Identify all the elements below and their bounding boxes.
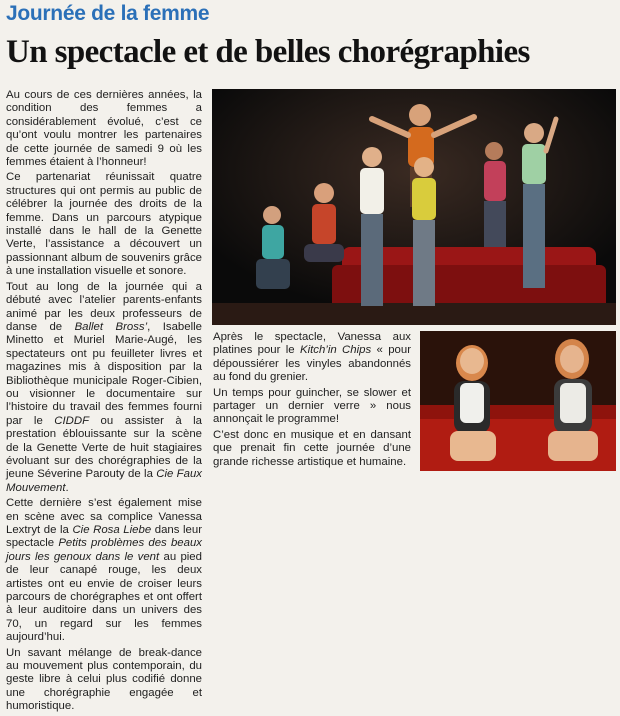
paragraph-text: CIDDF xyxy=(54,414,90,427)
paragraph-text: dans leur spectacle xyxy=(6,524,202,550)
paragraph-text: Cette dernière s’est également mise en scène avec sa complice Vanessa Lextryt de la xyxy=(6,497,202,536)
paragraph-r3 xyxy=(213,429,411,469)
paragraph-text: Au cours de ces dernières années, la condition des femmes a considérablement évolué, c’est ce qu’ont voulu montrer les partenaires de cette journée de samedi 9 où les femmes étaient à l’honneur! xyxy=(6,89,202,169)
paragraph-text: Kitch’in Chips xyxy=(299,344,372,357)
paragraph-text: Ballet Bross’ xyxy=(74,320,148,333)
paragraph-p5 xyxy=(6,647,202,714)
paragraph-text: Ce partenariat réunissait quatre structures qui ont permis au public de célébrer la journée des droits de la femme. Dans un parcours atypique installé dans le hall de la Genette Verte, l’assistance a découvert un passionnant album de souvenirs grâce à une installation visuelle et sonore. xyxy=(6,171,202,278)
paragraph-text: Cie Rosa Liebe xyxy=(72,524,152,536)
paragraph-text: Petits problèmes des beaux jours les genoux dans le vent xyxy=(6,537,202,563)
article-body-left-column xyxy=(6,89,202,716)
paragraph-text: . xyxy=(65,481,69,494)
paragraph-text: au pied de leur canapé rouge, les deux artistes ont eu envie de croiser leurs parcours de chorégraphes et ont offert à leur auditoire dans un univers des 70, un regard sur les femmes aujourd’hui. xyxy=(6,550,202,644)
two-dancers-photo xyxy=(420,331,616,471)
paragraph-p1 xyxy=(6,89,202,169)
paragraph-r2 xyxy=(213,387,411,427)
paragraph-r1 xyxy=(213,331,411,385)
article-headline: Un spectacle et de belles chorégraphies xyxy=(6,34,530,70)
paragraph-p3 xyxy=(6,281,202,496)
paragraph-text: « pour dépoussiérer les vinyles abandonnés au fond du grenier. xyxy=(213,344,411,384)
stage-dancers-illustration xyxy=(212,89,616,325)
paragraph-p4 xyxy=(6,497,202,644)
paragraph-text: Cie Faux Mouvement xyxy=(6,468,202,494)
dance-performance-photo xyxy=(212,89,616,325)
article-body-right-column xyxy=(213,331,411,471)
two-dancers-illustration xyxy=(420,331,616,471)
paragraph-p2 xyxy=(6,171,202,278)
paragraph-text: ou assister à la prestation éblouissante sur la scène de la Genette Verte de huit stagiaires évoluant sur des chorégraphies de la jeune Séverine Parouty de la xyxy=(6,414,202,481)
paragraph-text: Un temps pour guincher, se slower et partager un dernier verre » nous annonçait le programme! xyxy=(213,386,411,426)
paragraph-text: Après le spectacle, Vanessa aux platines pour le xyxy=(213,331,411,357)
paragraph-text: C’est donc en musique et en dansant que prenait fin cette journée d’une grande richesse artistique et humaine. xyxy=(213,428,411,468)
paragraph-text: Tout au long de la journée qui a débuté avec l’atelier parents-enfants animé par les deux professeurs de danse de xyxy=(6,280,202,333)
paragraph-text: Un savant mélange de break-dance au mouvement plus contemporain, du geste libre à celui plus codifié donne une chorégraphie engagée et humoristique. xyxy=(6,646,202,713)
paragraph-text: , Isabelle Minetto et Muriel Marie-Augé, les spectateurs ont pu feuilleter livres et magazines mis à disposition par la Bibliothèque municipale Roger-Cibien, ou visionner le documentaire sur l’histoire du travail des femmes fourni par le xyxy=(6,320,202,427)
article-kicker: Journée de la femme xyxy=(6,2,210,25)
